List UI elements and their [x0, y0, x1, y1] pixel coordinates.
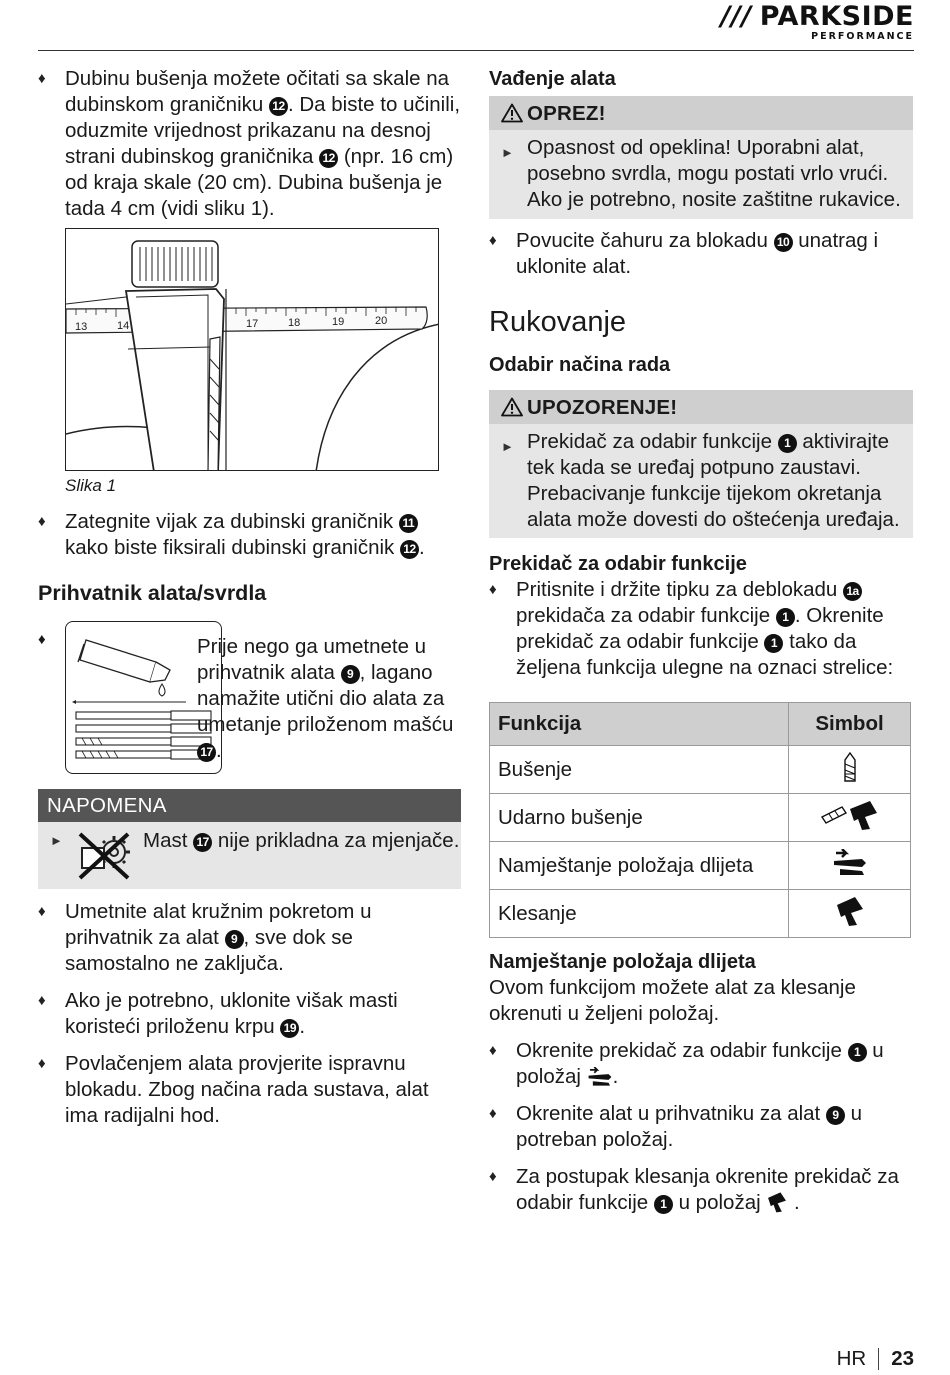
section-heading-handling: Rukovanje — [489, 306, 627, 338]
check-lock-paragraph: ♦ Povlačenjem alata provjerite ispravnu blokadu. Zbog načina rada sustava, alat ima radijalni hod. — [38, 1052, 429, 1127]
ref-number-badge: 1 — [848, 1043, 867, 1062]
scale-label: 19 — [332, 316, 345, 328]
table-row — [490, 794, 911, 842]
warning-triangle-icon — [501, 103, 523, 123]
ref-number-badge: 9 — [341, 665, 360, 684]
depth-reading-paragraph: ♦ Dubinu bušenja možete očitati sa skale na dubinskom graničniku 12 . Da biste to učinili, oduzmite vrijednost prikazanu na desnoj strani dubinskog graničnika 12 (npr. 16 cm) od kraja skale (20 cm). Dubina bušenja je tada 4 cm (vidi sliku 1). — [38, 67, 461, 220]
section-heading-function-switch: Prekidač za odabir funkcije — [489, 553, 747, 575]
ref-number-badge: 1 — [778, 434, 797, 453]
drill-icon — [842, 752, 858, 782]
ref-number-badge: 12 — [269, 97, 288, 116]
brand-logo — [721, 2, 914, 42]
ref-number-badge: 10 — [774, 233, 793, 252]
table-header-row — [490, 703, 911, 746]
bullet-diamond-icon: ♦ — [489, 1042, 497, 1059]
table-header-symbol: Simbol — [789, 703, 911, 746]
table-cell-function: Bušenje — [490, 746, 789, 794]
table-row — [490, 842, 911, 890]
right-column — [489, 66, 913, 1216]
ref-number-badge: 1 — [776, 608, 795, 627]
scale-label: 17 — [246, 318, 259, 330]
ref-number-badge: 17 — [197, 743, 216, 762]
ref-number-badge: 11 — [399, 514, 418, 533]
figure-caption: Slika 1 — [65, 476, 117, 495]
table-cell-symbol — [789, 842, 911, 890]
pull-sleeve-paragraph: ♦ Povucite čahuru za blokadu 10 unatrag i uklonite alat. — [489, 229, 879, 278]
figure-depth-stop — [65, 228, 439, 471]
warning-box — [489, 390, 913, 538]
ref-number-badge: 9 — [826, 1106, 845, 1125]
chisel-position-icon — [832, 849, 868, 877]
caution-header — [489, 96, 913, 130]
chisel-position-icon — [587, 1067, 613, 1087]
bullet-diamond-icon: ♦ — [38, 903, 46, 920]
table-header-function: Funkcija — [490, 703, 789, 746]
page-footer — [837, 1347, 914, 1371]
section-heading-tool-chuck: Prihvatnik alata/svrdla — [38, 581, 267, 605]
scale-label: 13 — [75, 321, 88, 333]
scale-label: 20 — [375, 315, 388, 327]
table-row — [490, 890, 911, 938]
bullet-diamond-icon: ♦ — [489, 232, 497, 249]
table-cell-function: Namještanje položaja dlijeta — [490, 842, 789, 890]
warning-title: UPOZORENJE! — [527, 396, 678, 419]
table-row — [490, 746, 911, 794]
page-number: 23 — [891, 1347, 914, 1370]
brand-name: /// PARKSIDE — [720, 1, 914, 32]
bullet-diamond-icon: ♦ — [489, 1168, 497, 1185]
arrow-right-icon: ► — [501, 145, 514, 160]
ref-number-badge: 19 — [280, 1019, 299, 1038]
warning-triangle-icon — [501, 397, 523, 417]
function-table — [489, 702, 911, 938]
bullet-diamond-icon: ♦ — [38, 70, 46, 87]
scale-label: 14 — [117, 320, 130, 332]
insert-tool-paragraph: ♦ Umetnite alat kružnim pokretom u prihvatnik za alat 9 , sve dok se samostalno ne zaključa. — [38, 900, 372, 975]
bullet-diamond-icon: ♦ — [489, 1105, 497, 1122]
section-heading-mode-select: Odabir načina rada — [489, 354, 671, 376]
ref-number-badge: 1 — [654, 1195, 673, 1214]
bullet-diamond-icon: ♦ — [489, 581, 497, 598]
depth-stop-illustration — [66, 229, 439, 471]
table-cell-symbol — [789, 890, 911, 938]
hammer-drill-icon — [820, 799, 880, 831]
table-cell-symbol — [789, 794, 911, 842]
chisel-step-1: ♦ Okrenite prekidač za odabir funkcije 1 u položaj . — [489, 1039, 884, 1088]
header-divider — [38, 50, 914, 51]
ref-number-badge: 9 — [225, 930, 244, 949]
bullet-diamond-icon: ♦ — [38, 1055, 46, 1072]
scale-label: 18 — [288, 317, 301, 329]
table-cell-function: Klesanje — [490, 890, 789, 938]
brand-subtitle: PERFORMANCE — [811, 31, 914, 42]
caution-title: OPREZ! — [527, 102, 606, 125]
ref-number-badge: 12 — [400, 540, 419, 559]
section-heading-remove-tool: Vađenje alata — [489, 68, 616, 90]
caution-body: ► Opasnost od opeklina! Uporabni alat, posebno svrdla, mogu postati vrlo vrući. Ako je potrebno, nosite zaštitne rukavice. — [501, 136, 901, 211]
bullet-diamond-icon: ♦ — [38, 631, 46, 648]
chuck-grease-item — [38, 621, 461, 777]
chisel-step-3: ♦ Za postupak klesanja okrenite prekidač za odabir funkcije 1 u položaj . — [489, 1165, 899, 1214]
chisel-step-2: ♦ Okrenite alat u prihvatniku za alat 9 u potreban položaj. — [489, 1102, 863, 1151]
note-body — [38, 822, 461, 889]
note-title: NAPOMENA — [38, 789, 461, 822]
note-text: Mast 17 nije prikladna za mjenjače. — [143, 829, 460, 852]
footer-divider — [878, 1348, 879, 1370]
ref-number-badge: 17 — [193, 833, 212, 852]
warning-body: ► Prekidač za odabir funkcije 1 aktivirajte tek kada se uređaj potpuno zaustavi. Prebacivanje funkcije tijekom okretanja alata može dovesti do oštećenja uređaja. — [501, 430, 900, 531]
left-column — [38, 66, 461, 1129]
table-cell-function: Udarno bušenje — [490, 794, 789, 842]
tighten-paragraph: ♦ Zategnite vijak za dubinski graničnik 11 kako biste fiksirali dubinski graničnik 12 . — [38, 510, 425, 559]
arrow-right-icon: ► — [501, 439, 514, 454]
chisel-intro-text: Ovom funkcijom možete alat za klesanje okrenuti u željeni položaj. — [489, 976, 856, 1025]
ref-number-badge: 12 — [319, 149, 338, 168]
remove-grease-paragraph: ♦ Ako je potrebno, uklonite višak masti koristeći priloženu krpu 19 . — [38, 989, 398, 1038]
no-gearbox-icon — [74, 830, 134, 882]
bullet-diamond-icon: ♦ — [38, 513, 46, 530]
section-heading-chisel-position: Namještanje položaja dlijeta — [489, 951, 756, 973]
warning-header — [489, 390, 913, 424]
table-cell-symbol — [789, 746, 911, 794]
language-code: HR — [836, 1347, 867, 1370]
bullet-diamond-icon: ♦ — [38, 992, 46, 1009]
ref-number-badge: 1a — [843, 582, 862, 601]
switch-paragraph: ♦ Pritisnite i držite tipku za deblokadu 1a prekidača za odabir funkcije 1 . Okrenite prekidač za odabir funkcije 1 tako da željena funkcija ulegne na oznaci strelice: — [489, 578, 894, 679]
arrow-right-icon: ► — [50, 833, 63, 848]
note-box — [38, 789, 461, 889]
chuck-grease-text: Prije nego ga umetnete u prihvatnik alata 9 , lagano namažite utični dio alata za umetanje priloženom mašću 17 . — [197, 635, 454, 762]
hammer-icon — [835, 895, 865, 927]
hammer-icon — [766, 1191, 788, 1213]
caution-box — [489, 96, 913, 219]
ref-number-badge: 1 — [764, 634, 783, 653]
